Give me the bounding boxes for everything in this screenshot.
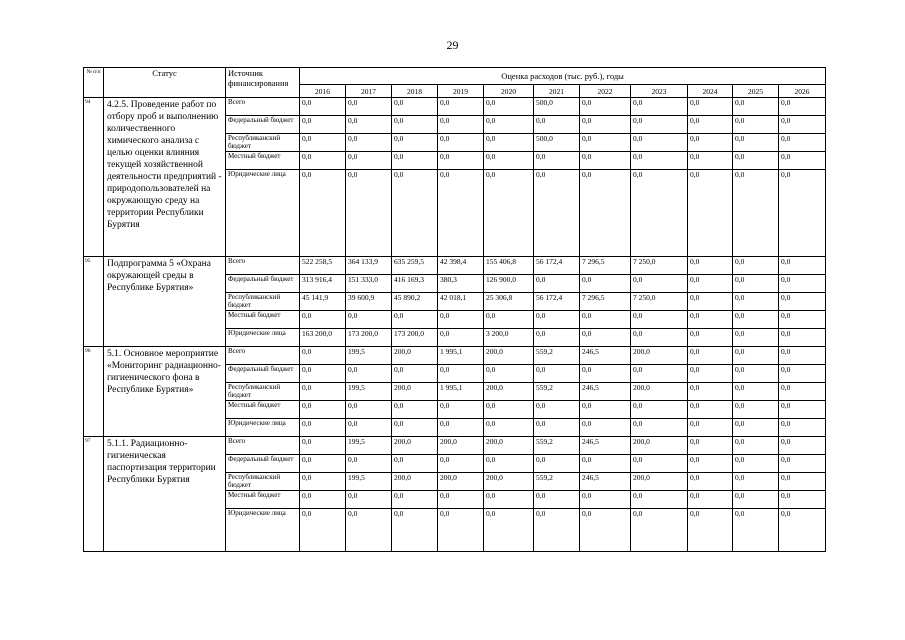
value-cell: 0,0: [346, 419, 392, 437]
value-cell: 0,0: [392, 116, 438, 134]
value-cell: 0,0: [392, 152, 438, 170]
value-cell: 7 296,5: [580, 257, 631, 275]
value-cell: 0,0: [733, 275, 779, 293]
value-cell: 0,0: [733, 170, 779, 257]
value-cell: 0,0: [688, 257, 733, 275]
value-cell: 0,0: [534, 116, 580, 134]
value-cell: 0,0: [346, 170, 392, 257]
value-cell: 0,0: [392, 170, 438, 257]
value-cell: 0,0: [484, 311, 534, 329]
value-cell: 0,0: [484, 152, 534, 170]
value-cell: 0,0: [688, 383, 733, 401]
value-cell: 0,0: [631, 152, 688, 170]
value-cell: 0,0: [779, 347, 826, 365]
value-cell: 0,0: [392, 98, 438, 116]
value-cell: 0,0: [484, 491, 534, 509]
value-cell: 0,0: [392, 509, 438, 552]
page-number: 29: [446, 38, 459, 52]
value-cell: 45 890,2: [392, 293, 438, 311]
value-cell: 0,0: [779, 293, 826, 311]
value-cell: 0,0: [631, 134, 688, 152]
value-cell: 364 133,9: [346, 257, 392, 275]
value-cell: 313 916,4: [300, 275, 346, 293]
value-cell: 0,0: [392, 365, 438, 383]
value-cell: 0,0: [733, 116, 779, 134]
value-cell: 0,0: [580, 152, 631, 170]
row-number: 95: [84, 257, 104, 347]
value-cell: 0,0: [392, 491, 438, 509]
value-cell: 0,0: [438, 311, 484, 329]
value-cell: 0,0: [779, 329, 826, 347]
value-cell: 126 900,0: [484, 275, 534, 293]
value-cell: 559,2: [534, 437, 580, 455]
value-cell: 0,0: [438, 134, 484, 152]
funding-source: Республиканский бюджет: [226, 134, 300, 152]
value-cell: 0,0: [779, 509, 826, 552]
value-cell: 0,0: [733, 383, 779, 401]
table-header: [84, 68, 826, 98]
funding-source: Федеральный бюджет: [226, 116, 300, 134]
value-cell: 0,0: [300, 170, 346, 257]
value-cell: 0,0: [631, 329, 688, 347]
value-cell: 0,0: [733, 419, 779, 437]
value-cell: 0,0: [688, 293, 733, 311]
value-cell: 0,0: [580, 170, 631, 257]
value-cell: 0,0: [688, 311, 733, 329]
value-cell: 0,0: [534, 419, 580, 437]
value-cell: 0,0: [484, 365, 534, 383]
value-cell: 0,0: [484, 98, 534, 116]
value-cell: 0,0: [779, 383, 826, 401]
value-cell: 0,0: [733, 455, 779, 473]
value-cell: 7 250,0: [631, 257, 688, 275]
header-year-2019: 2019: [438, 85, 484, 98]
header-year-2020: 2020: [484, 85, 534, 98]
value-cell: 0,0: [631, 509, 688, 552]
value-cell: 0,0: [779, 491, 826, 509]
value-cell: 0,0: [484, 401, 534, 419]
value-cell: 0,0: [300, 383, 346, 401]
value-cell: 45 141,9: [300, 293, 346, 311]
value-cell: 0,0: [631, 98, 688, 116]
value-cell: 0,0: [438, 455, 484, 473]
value-cell: 0,0: [688, 134, 733, 152]
value-cell: 200,0: [392, 473, 438, 491]
value-cell: 0,0: [438, 509, 484, 552]
value-cell: 199,5: [346, 473, 392, 491]
value-cell: 0,0: [346, 491, 392, 509]
value-cell: 0,0: [346, 152, 392, 170]
value-cell: 0,0: [631, 401, 688, 419]
value-cell: 0,0: [346, 134, 392, 152]
value-cell: 0,0: [733, 329, 779, 347]
value-cell: 0,0: [534, 491, 580, 509]
value-cell: 200,0: [631, 437, 688, 455]
value-cell: 0,0: [779, 455, 826, 473]
value-cell: 559,2: [534, 347, 580, 365]
value-cell: 0,0: [300, 116, 346, 134]
value-cell: 246,5: [580, 437, 631, 455]
value-cell: 200,0: [631, 347, 688, 365]
value-cell: 1 995,1: [438, 383, 484, 401]
header-year-2016: 2016: [300, 85, 346, 98]
value-cell: 0,0: [346, 311, 392, 329]
value-cell: 0,0: [733, 134, 779, 152]
value-cell: 0,0: [346, 116, 392, 134]
value-cell: 0,0: [534, 329, 580, 347]
value-cell: 0,0: [300, 455, 346, 473]
value-cell: 0,0: [733, 257, 779, 275]
value-cell: 0,0: [580, 401, 631, 419]
value-cell: 173 200,0: [346, 329, 392, 347]
value-cell: 0,0: [779, 437, 826, 455]
budget-table: [83, 67, 826, 552]
value-cell: 0,0: [300, 509, 346, 552]
value-cell: 0,0: [779, 365, 826, 383]
value-cell: 173 200,0: [392, 329, 438, 347]
value-cell: 0,0: [733, 98, 779, 116]
value-cell: 163 200,0: [300, 329, 346, 347]
value-cell: 0,0: [779, 152, 826, 170]
value-cell: 0,0: [438, 116, 484, 134]
value-cell: 0,0: [580, 365, 631, 383]
value-cell: 42 398,4: [438, 257, 484, 275]
value-cell: 0,0: [779, 275, 826, 293]
funding-source: Местный бюджет: [226, 311, 300, 329]
value-cell: 0,0: [300, 491, 346, 509]
value-cell: 0,0: [779, 311, 826, 329]
funding-source: Всего: [226, 437, 300, 455]
funding-source: Местный бюджет: [226, 401, 300, 419]
funding-source: Юридические лица: [226, 170, 300, 257]
value-cell: 0,0: [346, 509, 392, 552]
value-cell: 200,0: [631, 383, 688, 401]
value-cell: 0,0: [688, 152, 733, 170]
funding-source: Всего: [226, 347, 300, 365]
header-year-2022: 2022: [580, 85, 631, 98]
value-cell: 56 172,4: [534, 257, 580, 275]
value-cell: 0,0: [438, 365, 484, 383]
value-cell: 0,0: [779, 98, 826, 116]
value-cell: 246,5: [580, 383, 631, 401]
value-cell: 0,0: [438, 170, 484, 257]
value-cell: 0,0: [484, 419, 534, 437]
row-status: Подпрограмма 5 «Охрана окружающей среды в Республике Бурятия»: [104, 257, 226, 347]
value-cell: 199,5: [346, 347, 392, 365]
value-cell: 0,0: [534, 509, 580, 552]
value-cell: 0,0: [580, 275, 631, 293]
value-cell: 635 259,5: [392, 257, 438, 275]
value-cell: 0,0: [733, 311, 779, 329]
row-status: 5.1. Основное мероприятие «Мониторинг радиационно-гигиенического фона в Республике Бурятия»: [104, 347, 226, 437]
value-cell: 0,0: [779, 116, 826, 134]
value-cell: 0,0: [300, 437, 346, 455]
value-cell: 0,0: [688, 116, 733, 134]
value-cell: 0,0: [580, 134, 631, 152]
value-cell: 0,0: [779, 257, 826, 275]
funding-source: Местный бюджет: [226, 491, 300, 509]
table-row: [84, 257, 826, 275]
value-cell: 0,0: [779, 170, 826, 257]
value-cell: 500,0: [534, 134, 580, 152]
value-cell: 559,2: [534, 473, 580, 491]
header-year-2021: 2021: [534, 85, 580, 98]
value-cell: 0,0: [688, 437, 733, 455]
funding-source: Республиканский бюджет: [226, 383, 300, 401]
value-cell: 246,5: [580, 347, 631, 365]
value-cell: 0,0: [300, 401, 346, 419]
table-row: [84, 437, 826, 455]
value-cell: 0,0: [688, 419, 733, 437]
value-cell: 0,0: [580, 455, 631, 473]
value-cell: 0,0: [580, 329, 631, 347]
value-cell: 0,0: [346, 455, 392, 473]
value-cell: 0,0: [733, 401, 779, 419]
header-year-2018: 2018: [392, 85, 438, 98]
value-cell: 0,0: [631, 455, 688, 473]
value-cell: 0,0: [300, 347, 346, 365]
value-cell: 0,0: [733, 473, 779, 491]
value-cell: 0,0: [346, 401, 392, 419]
value-cell: 0,0: [438, 401, 484, 419]
value-cell: 200,0: [484, 347, 534, 365]
value-cell: 0,0: [534, 275, 580, 293]
value-cell: 0,0: [534, 455, 580, 473]
value-cell: 0,0: [631, 365, 688, 383]
value-cell: 0,0: [346, 98, 392, 116]
value-cell: 0,0: [392, 401, 438, 419]
value-cell: 1 995,1: [438, 347, 484, 365]
value-cell: 0,0: [300, 98, 346, 116]
value-cell: 0,0: [779, 419, 826, 437]
funding-source: Местный бюджет: [226, 152, 300, 170]
row-status: 5.1.1. Радиационно-гигиеническая паспортизация территории Республики Бурятия: [104, 437, 226, 552]
funding-source: Федеральный бюджет: [226, 365, 300, 383]
value-cell: 200,0: [631, 473, 688, 491]
value-cell: 0,0: [733, 491, 779, 509]
row-number: 96: [84, 347, 104, 437]
value-cell: 0,0: [392, 311, 438, 329]
header-year-2017: 2017: [346, 85, 392, 98]
value-cell: 0,0: [534, 311, 580, 329]
value-cell: 0,0: [300, 152, 346, 170]
value-cell: 39 600,9: [346, 293, 392, 311]
value-cell: 200,0: [484, 437, 534, 455]
value-cell: 200,0: [438, 437, 484, 455]
value-cell: 0,0: [392, 419, 438, 437]
header-year-2024: 2024: [688, 85, 733, 98]
funding-source: Юридические лица: [226, 419, 300, 437]
header-source: Источник финансирования: [226, 68, 300, 98]
value-cell: 0,0: [733, 509, 779, 552]
value-cell: 0,0: [534, 170, 580, 257]
value-cell: 0,0: [300, 473, 346, 491]
value-cell: 7 296,5: [580, 293, 631, 311]
value-cell: 0,0: [733, 347, 779, 365]
row-number: 97: [84, 437, 104, 552]
value-cell: 246,5: [580, 473, 631, 491]
value-cell: 500,0: [534, 98, 580, 116]
value-cell: 0,0: [779, 134, 826, 152]
value-cell: 0,0: [733, 365, 779, 383]
value-cell: 0,0: [484, 509, 534, 552]
table-row: [84, 347, 826, 365]
value-cell: 0,0: [688, 347, 733, 365]
funding-source: Юридические лица: [226, 329, 300, 347]
value-cell: 0,0: [300, 134, 346, 152]
value-cell: 0,0: [534, 152, 580, 170]
value-cell: 0,0: [484, 116, 534, 134]
funding-source: Республиканский бюджет: [226, 473, 300, 491]
value-cell: 0,0: [631, 170, 688, 257]
table-row: [84, 98, 826, 116]
value-cell: 0,0: [779, 401, 826, 419]
value-cell: 0,0: [631, 275, 688, 293]
value-cell: 0,0: [346, 365, 392, 383]
header-estimate: Оценка расходов (тыс. руб.), годы: [300, 68, 826, 85]
value-cell: 0,0: [580, 491, 631, 509]
value-cell: 0,0: [688, 329, 733, 347]
row-status: 4.2.5. Проведение работ по отбору проб и выполнению количественного химического анализа с целью оценки влияния текущей хозяйственной деятельности предприятий - природопользователей на окружающую среду на территории Республики Бурятия: [104, 98, 226, 257]
value-cell: 200,0: [438, 473, 484, 491]
value-cell: 0,0: [392, 455, 438, 473]
value-cell: 0,0: [580, 509, 631, 552]
value-cell: 0,0: [438, 98, 484, 116]
value-cell: 0,0: [438, 419, 484, 437]
value-cell: 155 406,8: [484, 257, 534, 275]
value-cell: 0,0: [580, 311, 631, 329]
value-cell: 0,0: [688, 509, 733, 552]
value-cell: 0,0: [631, 419, 688, 437]
value-cell: 3 200,0: [484, 329, 534, 347]
value-cell: 0,0: [580, 116, 631, 134]
value-cell: 522 258,5: [300, 257, 346, 275]
value-cell: 0,0: [688, 275, 733, 293]
header-year-2023: 2023: [631, 85, 688, 98]
value-cell: 0,0: [733, 293, 779, 311]
value-cell: 0,0: [484, 170, 534, 257]
value-cell: 56 172,4: [534, 293, 580, 311]
value-cell: 0,0: [688, 455, 733, 473]
value-cell: 0,0: [631, 116, 688, 134]
value-cell: 0,0: [688, 365, 733, 383]
header-num: № п/п: [84, 68, 104, 98]
table-body: [84, 98, 826, 552]
value-cell: 0,0: [300, 365, 346, 383]
value-cell: 0,0: [484, 134, 534, 152]
funding-source: Республиканский бюджет: [226, 293, 300, 311]
value-cell: 199,5: [346, 437, 392, 455]
value-cell: 200,0: [392, 383, 438, 401]
value-cell: 0,0: [688, 473, 733, 491]
value-cell: 42 018,1: [438, 293, 484, 311]
value-cell: 0,0: [392, 134, 438, 152]
header-status: Статус: [104, 68, 226, 98]
value-cell: 380,3: [438, 275, 484, 293]
funding-source: Всего: [226, 98, 300, 116]
value-cell: 25 306,8: [484, 293, 534, 311]
value-cell: 0,0: [438, 491, 484, 509]
value-cell: 416 169,3: [392, 275, 438, 293]
value-cell: 0,0: [580, 419, 631, 437]
value-cell: 200,0: [484, 383, 534, 401]
value-cell: 0,0: [688, 491, 733, 509]
value-cell: 0,0: [688, 98, 733, 116]
value-cell: 200,0: [392, 437, 438, 455]
row-number: 94: [84, 98, 104, 257]
value-cell: 0,0: [779, 473, 826, 491]
value-cell: 199,5: [346, 383, 392, 401]
value-cell: 200,0: [392, 347, 438, 365]
value-cell: 0,0: [580, 98, 631, 116]
value-cell: 0,0: [438, 152, 484, 170]
value-cell: 0,0: [688, 401, 733, 419]
value-cell: 0,0: [631, 311, 688, 329]
funding-source: Всего: [226, 257, 300, 275]
value-cell: 7 250,0: [631, 293, 688, 311]
value-cell: 559,2: [534, 383, 580, 401]
funding-source: Федеральный бюджет: [226, 455, 300, 473]
funding-source: Федеральный бюджет: [226, 275, 300, 293]
value-cell: 0,0: [300, 419, 346, 437]
value-cell: 151 333,0: [346, 275, 392, 293]
value-cell: 0,0: [631, 491, 688, 509]
value-cell: 0,0: [733, 437, 779, 455]
value-cell: 0,0: [484, 455, 534, 473]
header-year-2025: 2025: [733, 85, 779, 98]
value-cell: 0,0: [300, 311, 346, 329]
value-cell: 0,0: [688, 170, 733, 257]
header-year-2026: 2026: [779, 85, 826, 98]
value-cell: 0,0: [438, 329, 484, 347]
value-cell: 0,0: [534, 401, 580, 419]
value-cell: 0,0: [534, 365, 580, 383]
funding-source: Юридические лица: [226, 509, 300, 552]
value-cell: 0,0: [733, 152, 779, 170]
value-cell: 200,0: [484, 473, 534, 491]
